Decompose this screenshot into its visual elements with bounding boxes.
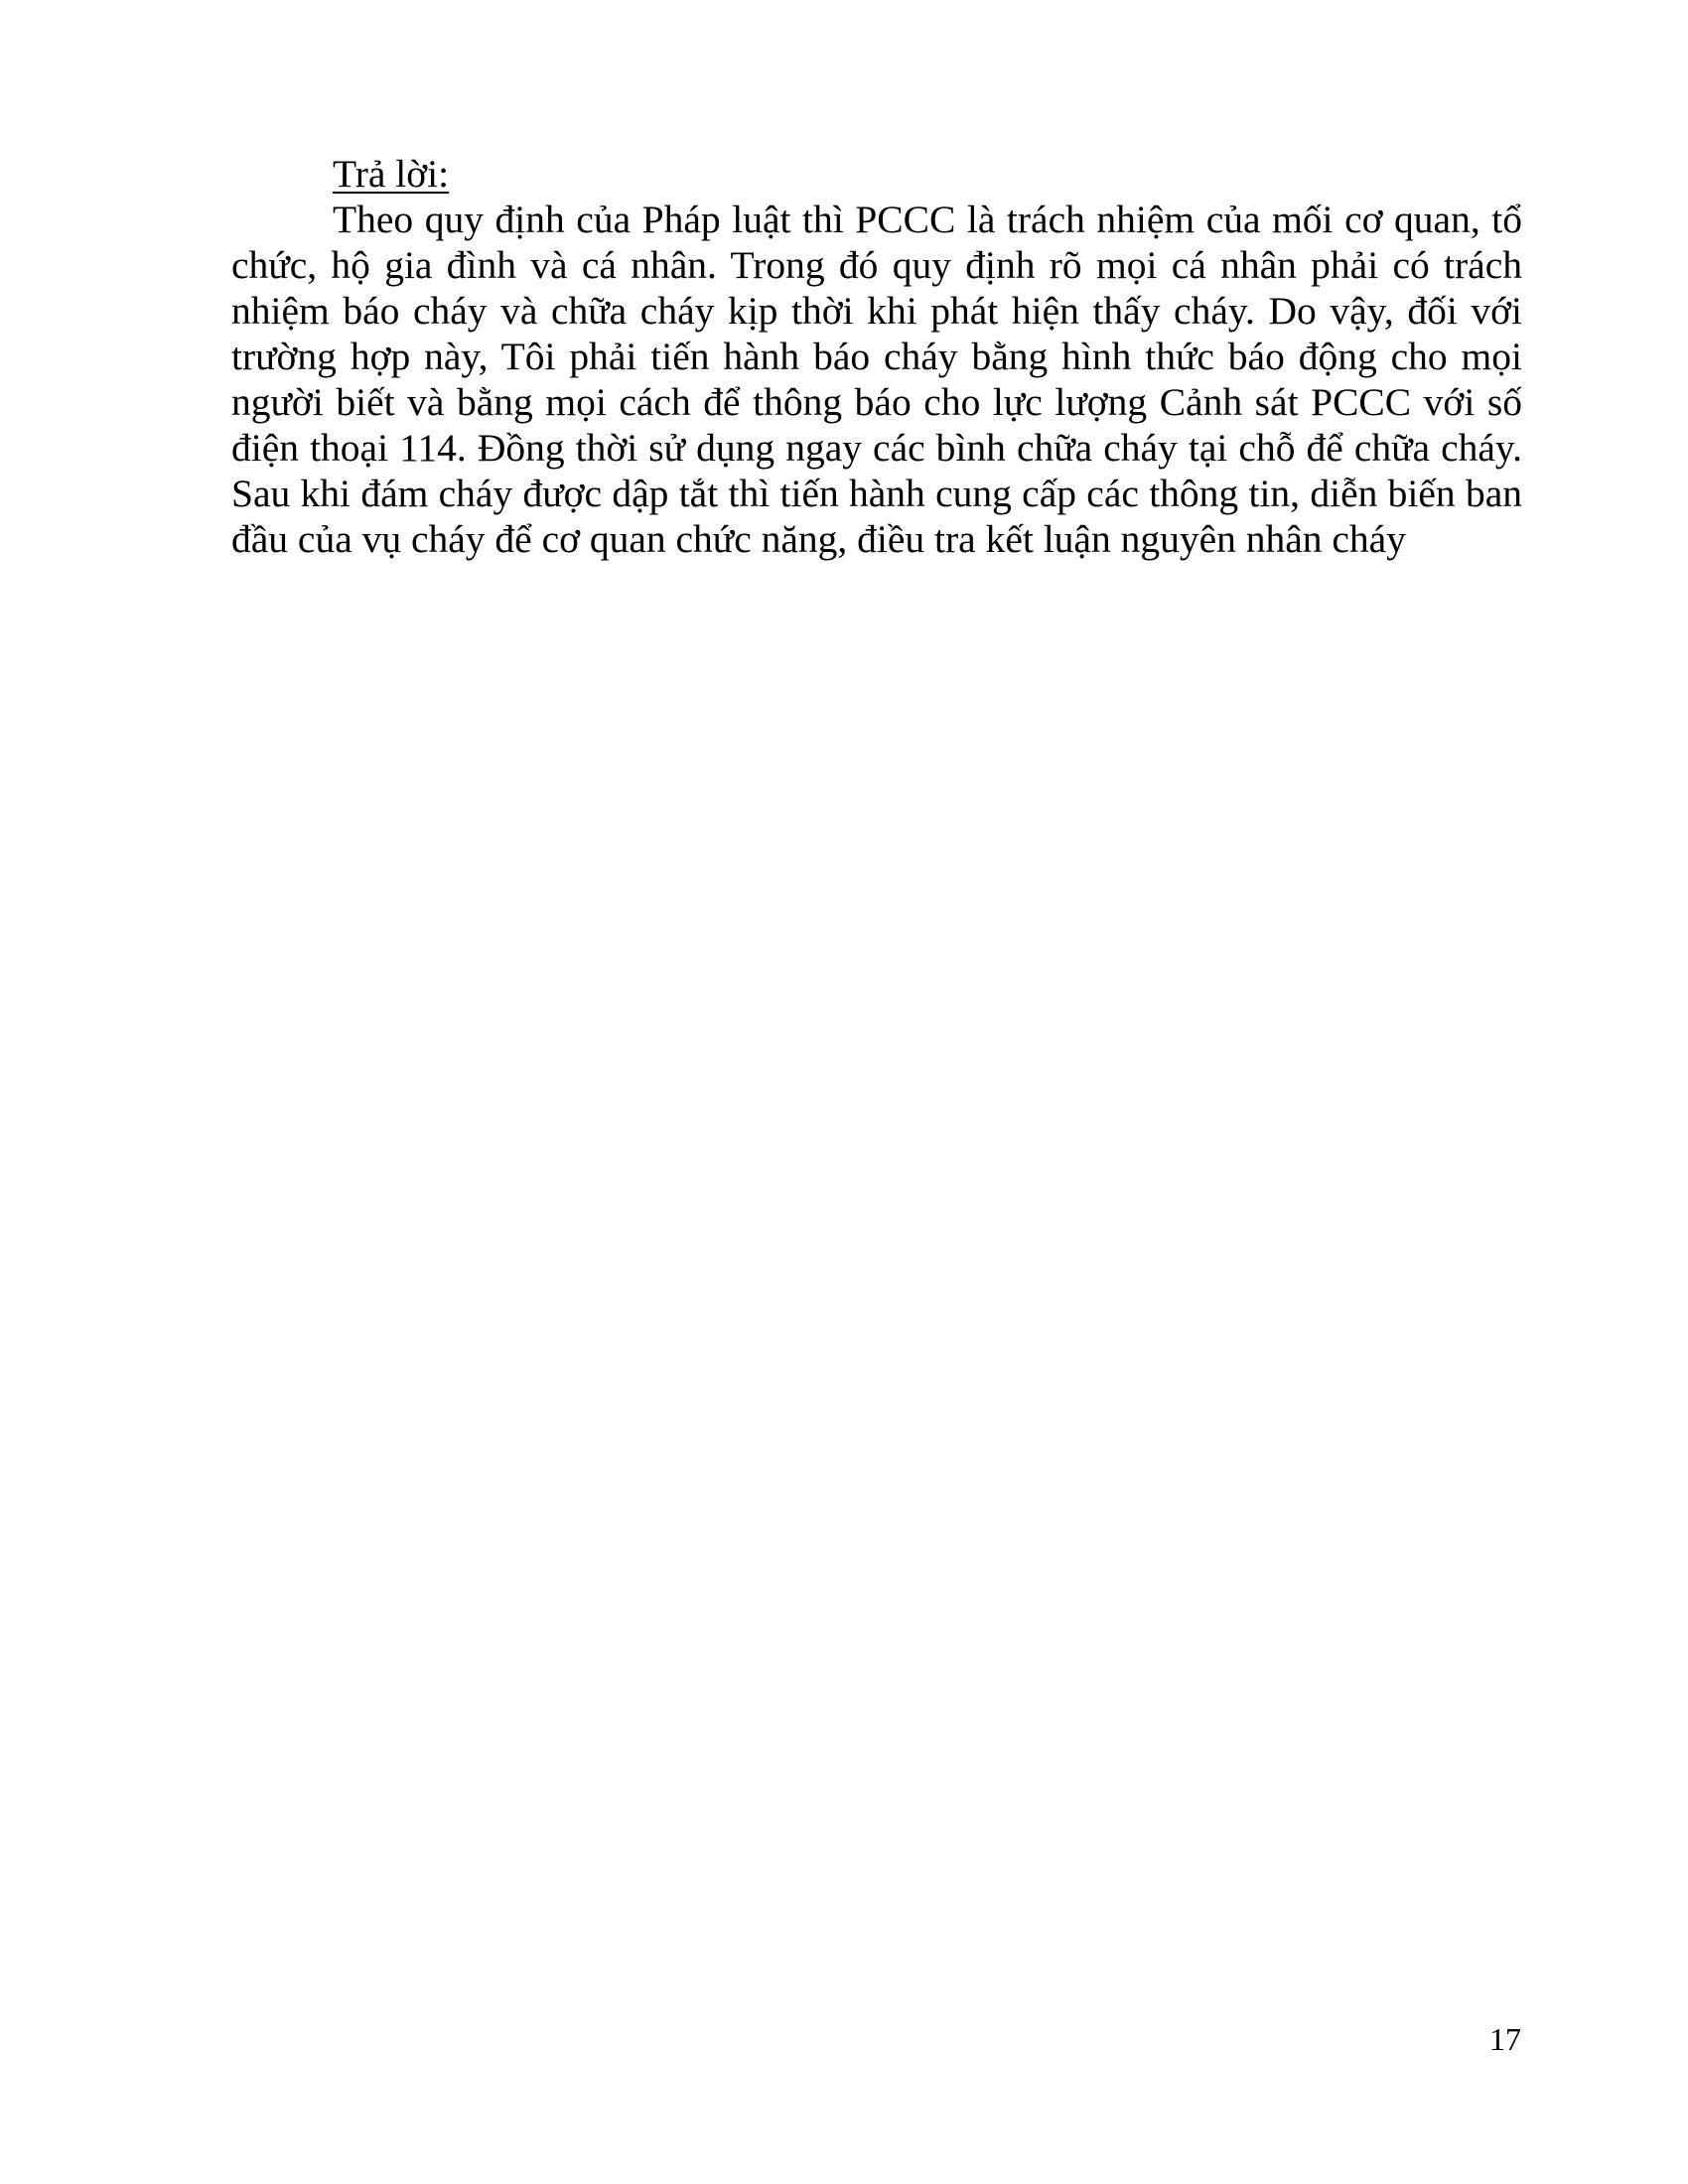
answer-section: [231, 151, 1522, 562]
page-number: 17: [1489, 2021, 1521, 2057]
answer-paragraph: Theo quy định của Pháp luật thì PCCC là trách nhiệm của mối cơ quan, tổ chức, hộ gia đình và cá nhân. Trong đó quy định rõ mọi cá nhân phải có trách nhiệm báo cháy và chữa cháy kịp thời khi phát hiện thấy cháy. Do vậy, đối với trường hợp này, Tôi phải tiến hành báo cháy bằng hình thức báo động cho mọi người biết và bằng mọi cách để thông báo cho lực lượng Cảnh sát PCCC với số điện thoại 114. Đồng thời sử dụng ngay các bình chữa cháy tại chỗ để chữa cháy. Sau khi đám cháy được dập tắt thì tiến hành cung cấp các thông tin, diễn biến ban đầu của vụ cháy để cơ quan chức năng, điều tra kết luận nguyên nhân cháy: [231, 198, 1522, 561]
answer-label: Trả lời:: [333, 152, 450, 196]
